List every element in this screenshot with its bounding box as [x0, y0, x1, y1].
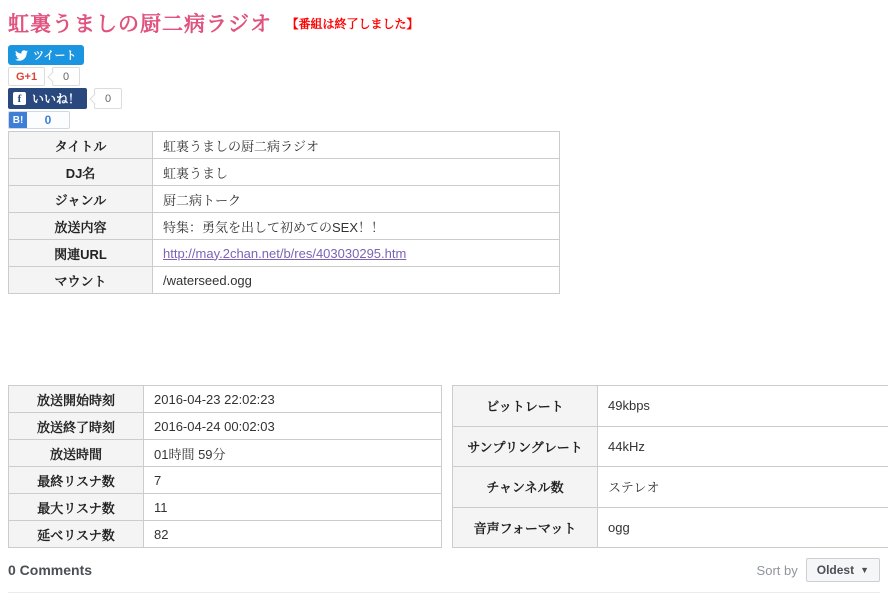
twitter-bird-icon	[15, 50, 28, 61]
info-row-url	[9, 240, 560, 267]
stats-label-end: 放送終了時刻	[9, 413, 144, 440]
audio-table	[452, 385, 888, 548]
audio-label-bitrate: ビットレート	[453, 386, 598, 427]
stats-label-start: 放送開始時刻	[9, 386, 144, 413]
gplus-button-label: G+1	[16, 71, 37, 83]
gplus-count-bubble[interactable]	[52, 67, 80, 86]
stats-row-max-listeners	[9, 494, 442, 521]
gplus-row	[8, 67, 888, 86]
info-row-description	[9, 213, 560, 240]
stats-row-duration	[9, 440, 442, 467]
audio-row-channels	[453, 467, 888, 508]
stats-label-duration: 放送時間	[9, 440, 144, 467]
stats-value-duration: 01時間 59分	[144, 440, 442, 467]
caret-down-icon: ▼	[860, 565, 869, 575]
facebook-f-icon: f	[13, 92, 26, 105]
hatena-count: 0	[27, 112, 69, 128]
info-label-url: 関連URL	[9, 240, 153, 267]
facebook-row	[8, 88, 888, 109]
stats-row-start	[9, 386, 442, 413]
info-value-dj: 虹裏うまし	[153, 159, 560, 186]
stats-value-final-listeners: 7	[144, 467, 442, 494]
audio-value-samplerate: 44kHz	[598, 426, 888, 467]
comments-bar	[8, 558, 880, 593]
stats-value-end: 2016-04-24 00:02:03	[144, 413, 442, 440]
stats-row-total-listeners	[9, 521, 442, 548]
info-label-description: 放送内容	[9, 213, 153, 240]
hatena-row	[8, 111, 888, 129]
info-value-genre: 厨二病トーク	[153, 186, 560, 213]
bottom-tables	[8, 385, 888, 548]
info-value-title: 虹裏うましの厨二病ラジオ	[153, 132, 560, 159]
facebook-like-button[interactable]	[8, 88, 87, 109]
info-value-mount: /waterseed.ogg	[153, 267, 560, 294]
page-title: 虹裏うましの厨二病ラジオ	[8, 13, 272, 36]
tweet-button-label: ツイート	[33, 47, 76, 63]
info-row-dj	[9, 159, 560, 186]
facebook-count: 0	[105, 93, 111, 105]
stats-row-final-listeners	[9, 467, 442, 494]
stats-value-total-listeners: 82	[144, 521, 442, 548]
sort-dropdown[interactable]	[806, 558, 880, 582]
stats-row-end	[9, 413, 442, 440]
audio-value-format: ogg	[598, 507, 888, 548]
info-label-title: タイトル	[9, 132, 153, 159]
audio-label-format: 音声フォーマット	[453, 507, 598, 548]
page-header	[8, 8, 880, 38]
hatena-b-icon: B!	[9, 112, 27, 128]
google-plus-one-button[interactable]	[8, 67, 45, 86]
social-buttons	[8, 45, 888, 129]
tweet-button[interactable]	[8, 45, 84, 65]
stats-value-max-listeners: 11	[144, 494, 442, 521]
audio-value-bitrate: 49kbps	[598, 386, 888, 427]
audio-label-samplerate: サンプリングレート	[453, 426, 598, 467]
sort-dropdown-value: Oldest	[817, 563, 854, 577]
audio-row-samplerate	[453, 426, 888, 467]
info-row-genre	[9, 186, 560, 213]
related-url-link[interactable]: http://may.2chan.net/b/res/403030295.htm	[163, 246, 406, 261]
info-value-url-cell	[153, 240, 560, 267]
stats-label-final-listeners: 最終リスナ数	[9, 467, 144, 494]
audio-label-channels: チャンネル数	[453, 467, 598, 508]
sort-area	[757, 558, 880, 582]
stats-label-total-listeners: 延べリスナ数	[9, 521, 144, 548]
stats-value-start: 2016-04-23 22:02:23	[144, 386, 442, 413]
audio-value-channels: ステレオ	[598, 467, 888, 508]
comments-count: 0 Comments	[8, 562, 92, 578]
facebook-count-bubble[interactable]	[94, 88, 122, 109]
hatena-bookmark-button[interactable]	[8, 111, 70, 129]
info-value-description: 特集：勇気を出して初めてのSEX！！	[153, 213, 560, 240]
facebook-like-label: いいね！	[32, 90, 80, 107]
info-label-mount: マウント	[9, 267, 153, 294]
info-row-mount	[9, 267, 560, 294]
audio-row-format	[453, 507, 888, 548]
sort-by-label: Sort by	[757, 563, 798, 578]
tweet-row	[8, 45, 888, 65]
info-label-dj: DJ名	[9, 159, 153, 186]
info-label-genre: ジャンル	[9, 186, 153, 213]
stats-table	[8, 385, 442, 548]
gplus-count: 0	[63, 71, 69, 83]
info-table	[8, 131, 560, 294]
info-row-title	[9, 132, 560, 159]
broadcast-ended-note: 【番組は終了しました】	[286, 17, 418, 31]
audio-row-bitrate	[453, 386, 888, 427]
stats-label-max-listeners: 最大リスナ数	[9, 494, 144, 521]
spacer	[0, 294, 888, 385]
